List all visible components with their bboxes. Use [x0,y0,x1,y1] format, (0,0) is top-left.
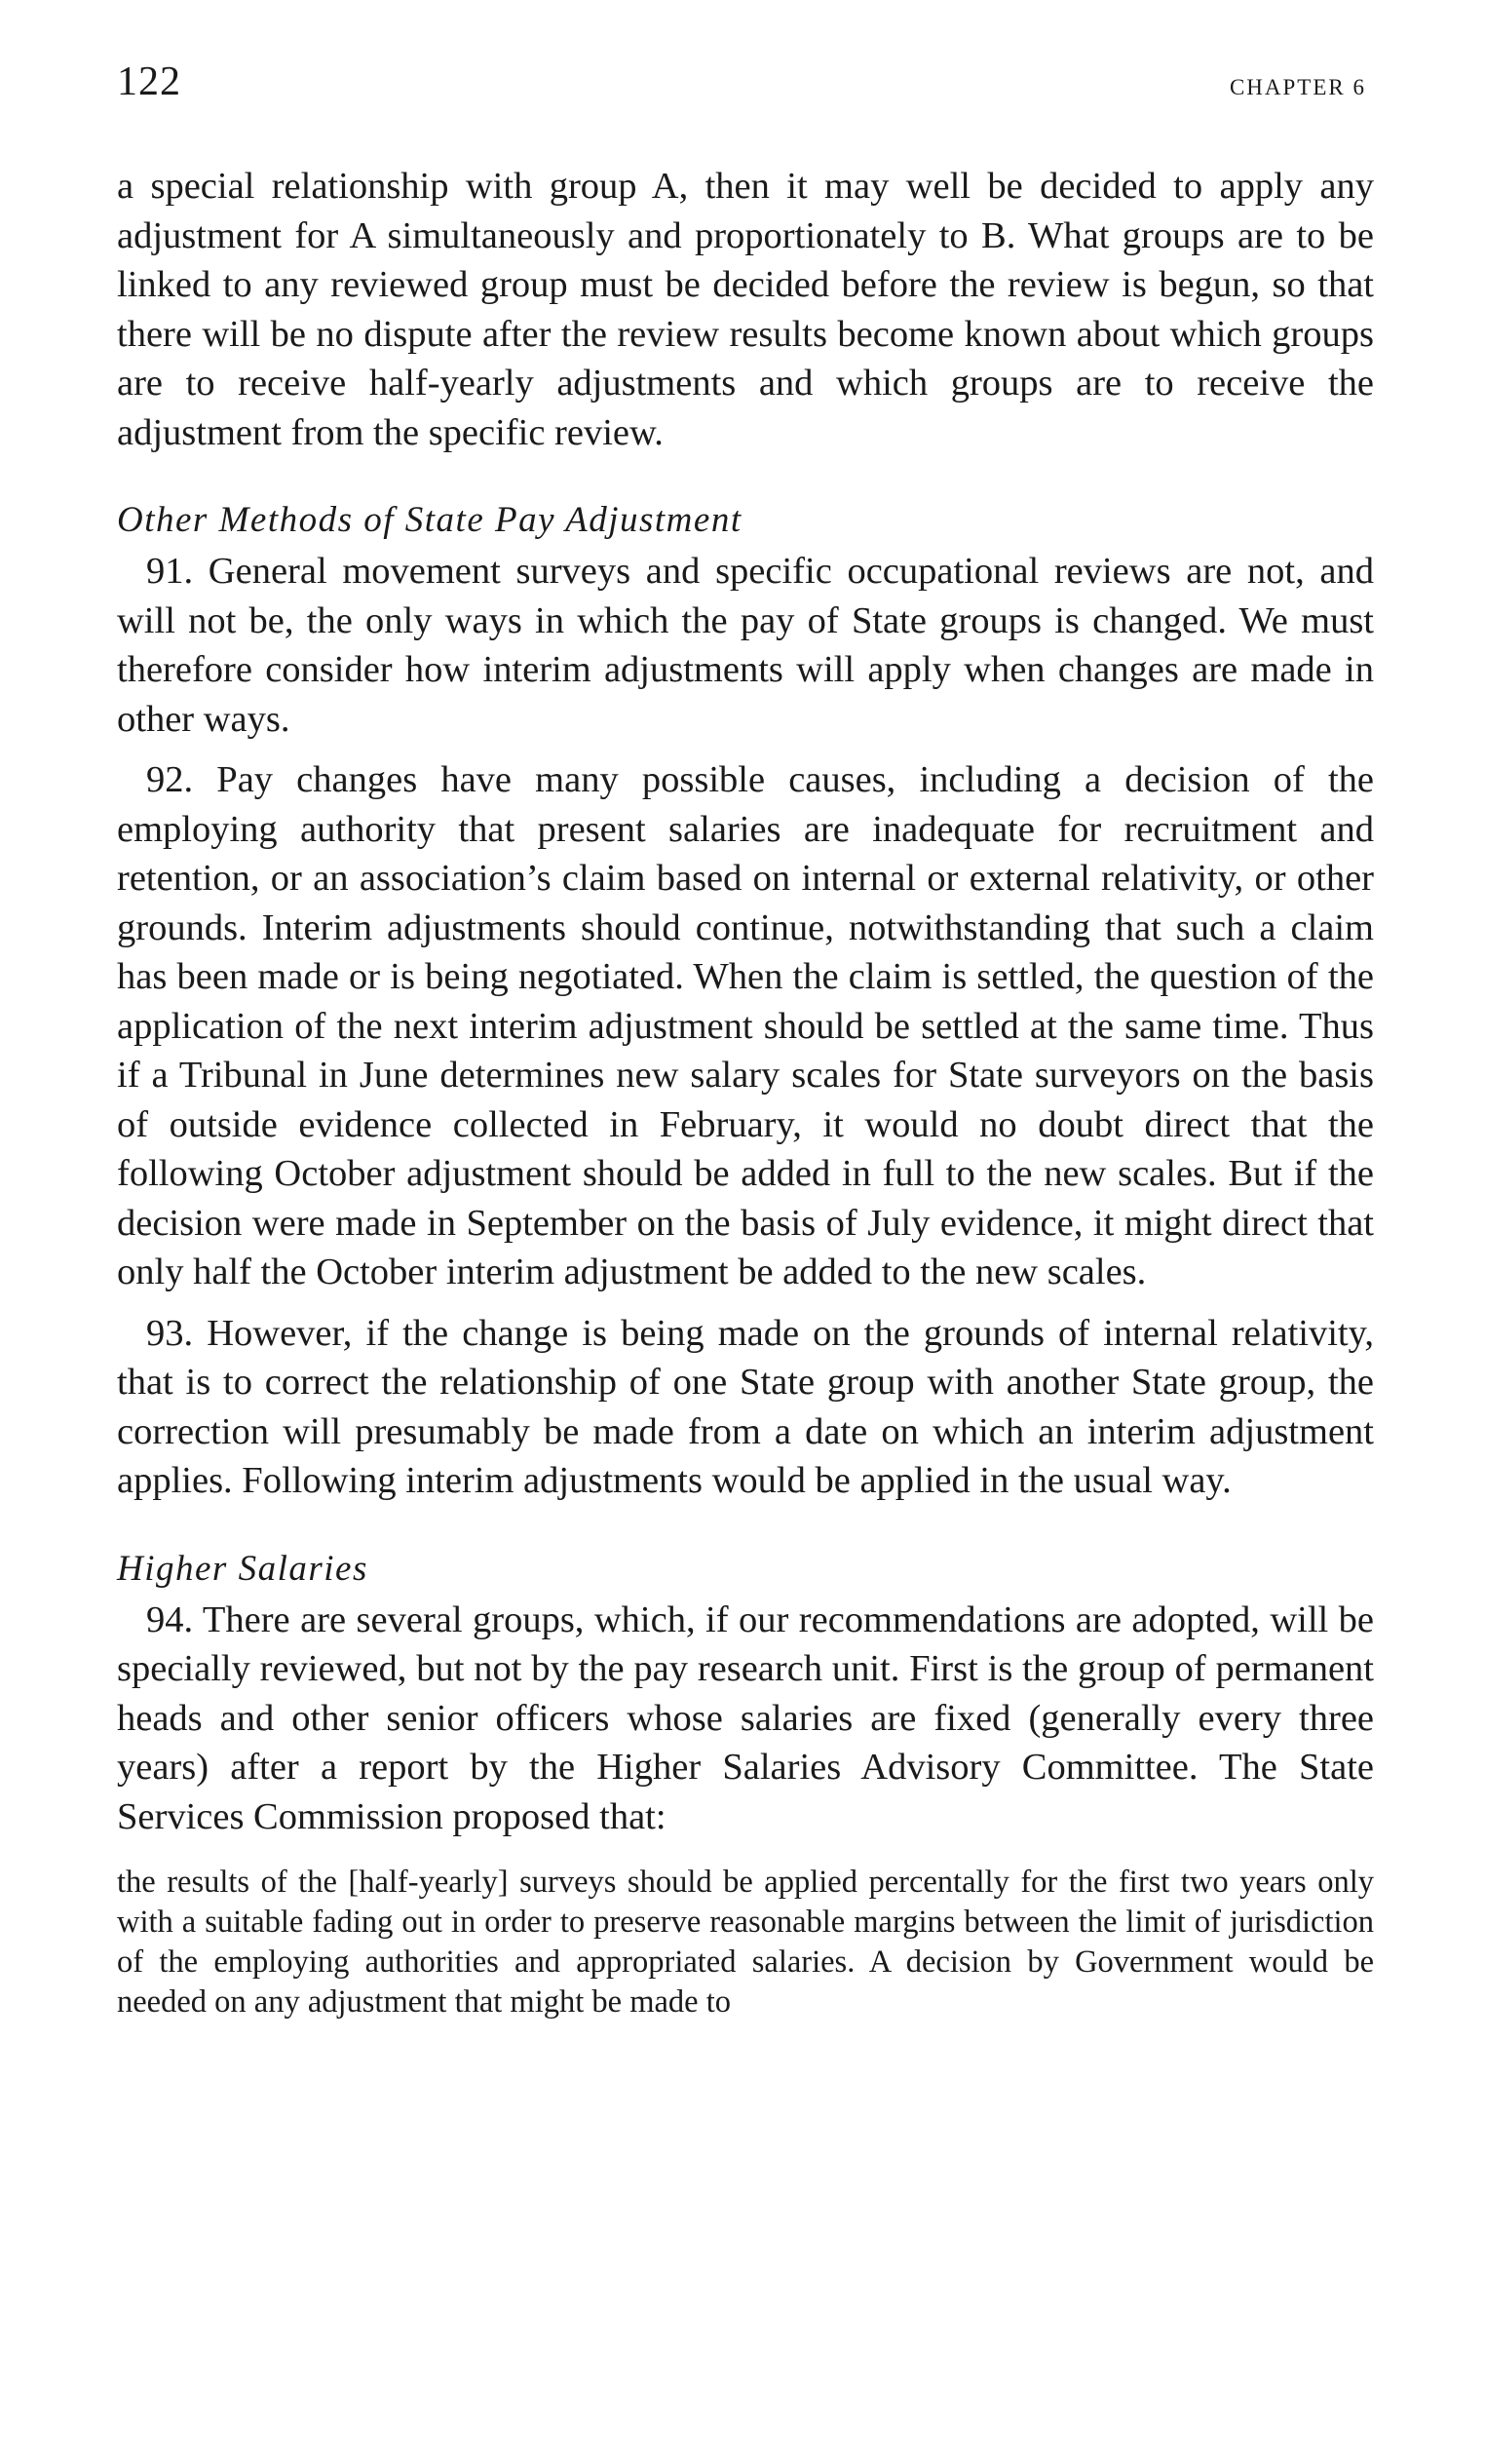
block-quote: the results of the [half-yearly] surveys should be applied percentally for the first two years only with a suitable fading out in order to preserve reasonable margins between the limit of jurisdiction of the employing authorities and appropriated salaries. A decision by Government would be needed on any adjustment that might be made to [117,1865,1374,2020]
paragraph-91: 91. General movement surveys and specific occupational reviews are not, and will not be, the only ways in which the pay of State groups is changed. We must therefore consider how interim adjustments will apply when changes are made in other ways. [117,551,1374,740]
chapter-label: CHAPTER 6 [1229,75,1366,99]
paragraph-92: 92. Pay changes have many possible causes, including a decision of the employing authority that present salaries are inadequate for recruitment and retention, or an association’s claim based on internal or external relativity, or other grounds. Interim adjustments should continue, notwithstanding that such a claim has been made or is being negotiated. When the claim is settled, the question of the application of the next interim adjustment should be settled at the same time. Thus if a Tribunal in June determines new salary scales for State surveyors on the basis of outside evidence collected in February, it would no doubt direct that the following October adjustment should be added in full to the new scales. But if the decision were made in September on the basis of July evidence, it might direct that only half the October interim adjustment be added to the new scales. [117,759,1374,1292]
running-head [117,58,1374,127]
section-heading-higher-salaries: Higher Salaries [117,1548,368,1589]
section-heading-other-methods: Other Methods of State Pay Adjustment [117,500,742,540]
paragraph-94: 94. There are several groups, which, if our recommendations are adopted, will be specially reviewed, but not by the pay research unit. First is the group of permanent heads and other senior officers whose salaries are fixed (generally every three years) after a report by the Higher Salaries Advisory Committee. The State Services Commission proposed that: [117,1598,1374,1837]
body-text [117,162,1374,2022]
intro-paragraph: a special relationship with group A, then it may well be decided to apply any adjustment for A simultaneously and proportionately to B. What groups are to be linked to any reviewed group must be decided before the review is begun, so that there will be no dispute after the review results become known about which groups are to receive half-yearly adjustments and which groups are to receive the adjustment from the specific review. [117,166,1374,453]
page-number: 122 [117,59,181,104]
paragraph-93: 93. However, if the change is being made on the grounds of internal relativity, that is to correct the relationship of one State group with another State group, the correction will presumably be made from a date on which an interim adjustment applies. Following interim adjustments would be applied in the usual way. [117,1312,1374,1501]
document-page [117,58,1374,2022]
